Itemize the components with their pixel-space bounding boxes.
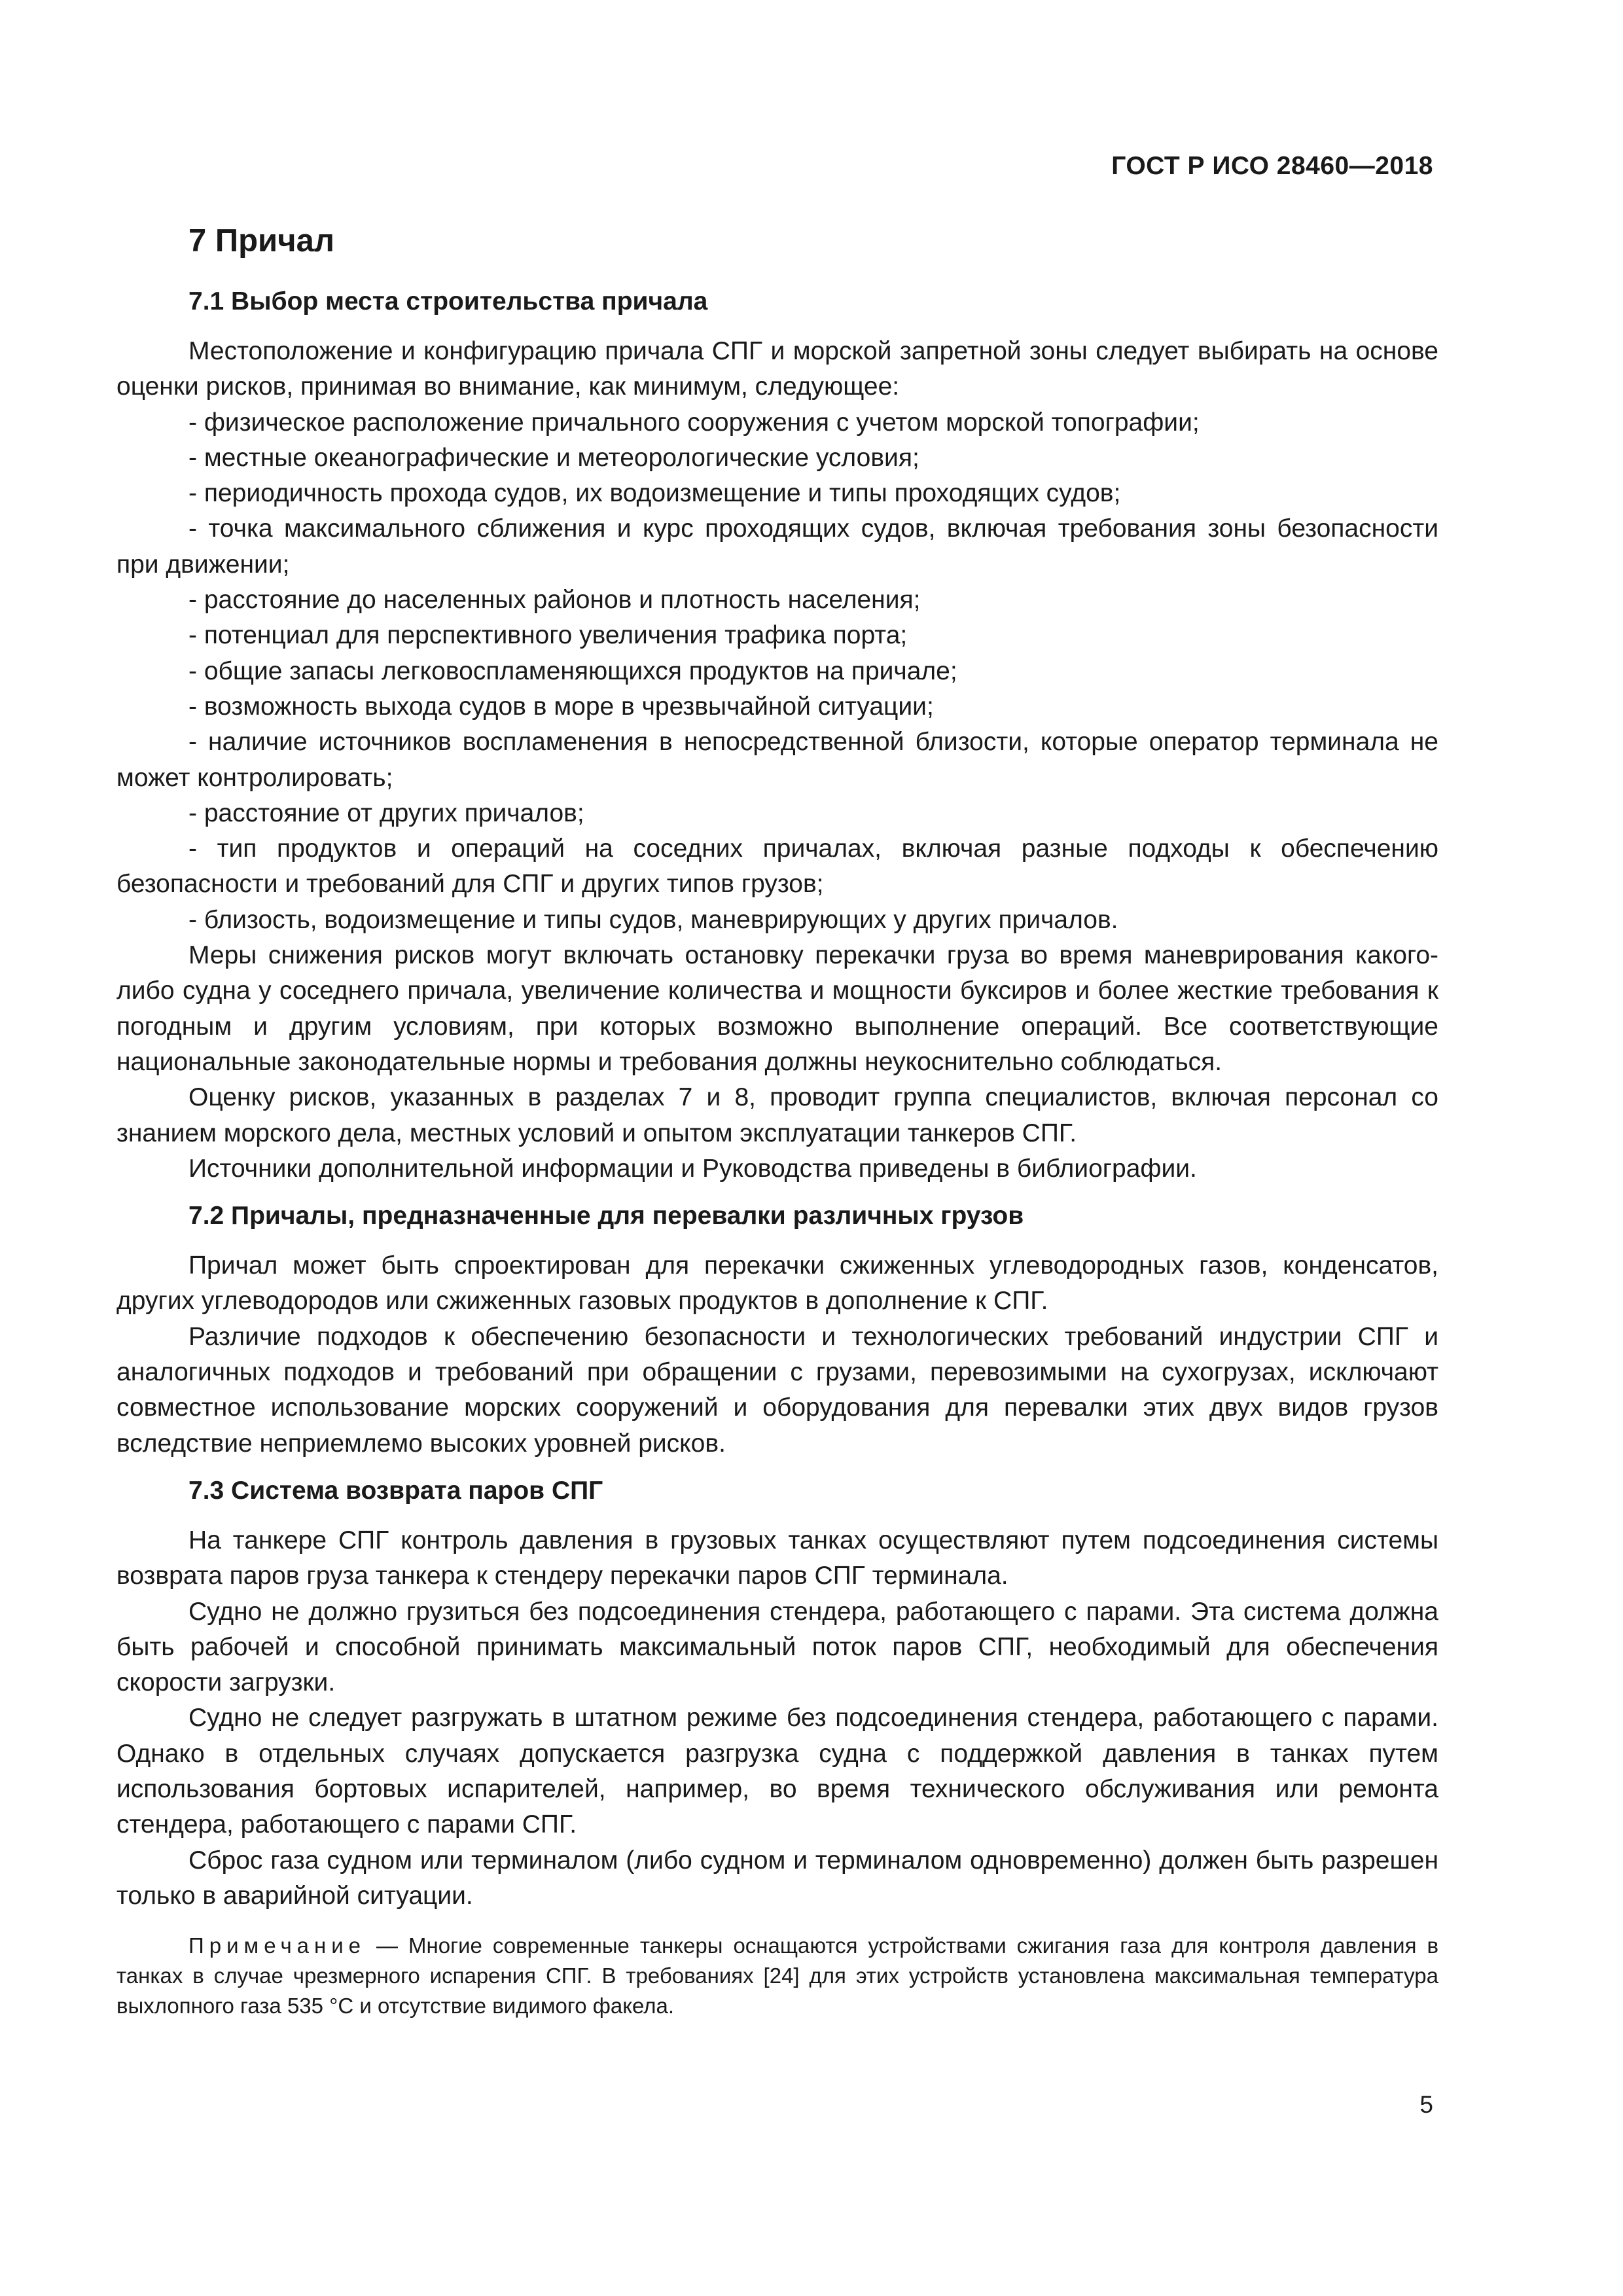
document-code: ГОСТ Р ИСО 28460—2018 — [1111, 152, 1433, 180]
note-label: Примечание — [188, 1933, 366, 1958]
list-item: - общие запасы легковоспламеняющихся продуктов на причале; — [188, 656, 957, 685]
subsection-title-7-1: 7.1 Выбор места строительства причала — [188, 287, 708, 315]
page-content — [116, 221, 1438, 2043]
list-item: - точка максимального сближения и курс проходящих судов, включая требования зоны безопасности при движении; — [116, 514, 1438, 579]
list-item: - периодичность прохода судов, их водоизмещение и типы проходящих судов; — [188, 479, 1121, 508]
page-number: 5 — [1419, 2091, 1433, 2118]
paragraph: Меры снижения рисков могут включать остановку перекачки груза во время маневрирования какого-либо судна у соседнего причала, увеличение количества и мощности буксиров и более жесткие требования к погодным и другим условиям, при которых возможно выполнение операций. Все соответствующие национальные законодательные нормы и требования должны неукоснительно соблюдаться. — [116, 941, 1438, 1076]
paragraph: Причал может быть спроектирован для перекачки сжиженных углеводородных газов, конденсатов, других углеводородов или сжиженных газовых продуктов в дополнение к СПГ. — [116, 1251, 1438, 1316]
paragraph: Сброс газа судном или терминалом (либо судном и терминалом одновременно) должен быть разрешен только в аварийной ситуации. — [116, 1846, 1438, 1910]
paragraph: На танкере СПГ контроль давления в грузовых танках осуществляют путем подсоединения системы возврата паров груза танкера к стендеру перекачки паров СПГ терминала. — [116, 1526, 1438, 1590]
list-item: - потенциал для перспективного увеличения трафика порта; — [188, 621, 908, 650]
paragraph: Оценку рисков, указанных в разделах 7 и 8, проводит группа специалистов, включая персонал со знанием морского дела, местных условий и опытом эксплуатации танкеров СПГ. — [116, 1083, 1438, 1147]
section-title: 7 Причал — [188, 223, 334, 259]
list-item: - тип продуктов и операций на соседних причалах, включая разные подходы к обеспечению безопасности и требований для СПГ и других типов грузов; — [116, 834, 1438, 899]
list-item: - физическое расположение причального сооружения с учетом морской топографии; — [188, 408, 1200, 437]
paragraph: Местоположение и конфигурацию причала СПГ и морской запретной зоны следует выбирать на основе оценки рисков, принимая во внимание, как минимум, следующее: — [116, 337, 1438, 401]
paragraph: Источники дополнительной информации и Руководства приведены в библиографии. — [188, 1154, 1197, 1183]
subsection-title-7-2: 7.2 Причалы, предназначенные для перевалки различных грузов — [188, 1202, 1024, 1230]
list-item: - местные океанографические и метеорологические условия; — [188, 443, 919, 472]
list-item: - расстояние от других причалов; — [188, 798, 584, 827]
paragraph: Различие подходов к обеспечению безопасности и технологических требований индустрии СПГ и аналогичных подходов и требований при обращении с грузами, перевозимыми на сухогрузах, исключают совместное использование морских сооружений и оборудования для перевалки этих двух видов грузов вследствие неприемлемо высоких уровней рисков. — [116, 1322, 1438, 1458]
subsection-title-7-3: 7.3 Система возврата паров СПГ — [188, 1476, 603, 1505]
list-item: - расстояние до населенных районов и плотность населения; — [188, 586, 921, 615]
note-text: — Многие современные танкеры оснащаются устройствами сжигания газа для контроля давления в танках в случае чрезмерного испарения СПГ. В требованиях [24] для этих устройств установлена максимальная температура выхлопного газа 535 °С и отсутствие видимого факела. — [116, 1933, 1438, 2018]
list-item: - возможность выхода судов в море в чрезвычайной ситуации; — [188, 692, 934, 721]
paragraph: Судно не должно грузиться без подсоединения стендера, работающего с парами. Эта система должна быть рабочей и способной принимать максимальный поток паров СПГ, необходимый для обеспечения скорости загрузки. — [116, 1597, 1438, 1697]
list-item: - близость, водоизмещение и типы судов, маневрирующих у других причалов. — [188, 905, 1118, 934]
note — [116, 1931, 1438, 2021]
paragraph: Судно не следует разгружать в штатном режиме без подсоединения стендера, работающего с парами. Однако в отдельных случаях допускается разгрузка судна с поддержкой давления в танках путем использования бортовых испарителей, например, во время технического обслуживания или ремонта стендера, работающего с парами СПГ. — [116, 1704, 1438, 1839]
list-item: - наличие источников воспламенения в непосредственной близости, которые оператор терминала не может контролировать; — [116, 728, 1438, 792]
